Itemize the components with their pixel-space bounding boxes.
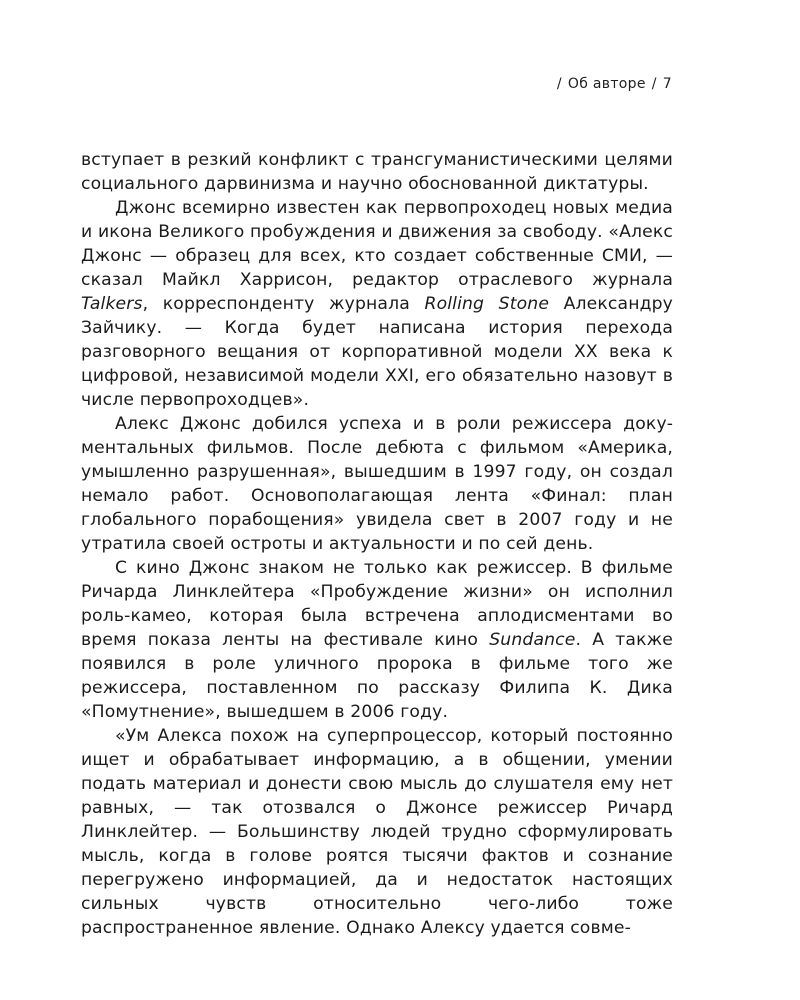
paragraph <box>81 148 673 196</box>
text-segment: С кино Джонс знаком не только как режиссер. В фильме Ричарда Линклейтера «Пробуждение жизни» он исполнил роль-камео, которая была встречена аплодисментами во время показа ленты на фестивале кино <box>81 558 673 650</box>
running-header <box>551 76 672 92</box>
text-segment: . А также появился в роле уличного пророка в фильме того же режиссера, поставленном по рассказу Филипа К. Дика «Помутнение», вышедшем в 2006 году. <box>81 630 674 722</box>
page-number: 7 <box>662 76 672 92</box>
paragraph <box>81 724 673 940</box>
text-segment: Джонс всемирно известен как первопроходец новых медиа и икона Великого пробуждения и движения за свободу. «Алекс Джонс — образец для всех, кто создает собственные СМИ, — сказал Майкл Харрисон, редактор отраслевого журнала <box>81 198 673 290</box>
paragraph <box>81 196 673 412</box>
paragraph <box>81 412 673 556</box>
text-segment: «Ум Алекса похож на суперпроцессор, который постоянно ищет и обрабатывает информацию, а в общении, умении подать материал и донести свою мысль до слушателя ему нет равных, — так отозвался о Джонсе режиссер Ричард Линклейтер. — Большинству людей трудно сформулировать мысль, когда в голове роятся тысячи фактов и сознание перегружено информацией, да и недостаток настоящих сильных чувств относительно чего-либо тоже распространенное явление. Однако Алексу удается совме- <box>81 726 673 938</box>
italic-text-segment: Talkers <box>81 294 143 314</box>
text-segment: Алекс Джонс добился успеха и в роли режиссера документальных фильмов. После дебюта с фильмом «Америка, умышленно разрушенная», вышедшим в 1997 году, он создал немало работ. Основополагающая лента «Финал: план глобального порабощения» увидела свет в 2007 году и не утратила своей остроты и актуальности и по сей день. <box>81 414 673 554</box>
text-segment: Александру Зайчику. — Когда будет написана история перехода разговорного вещания от корпоративной модели XX века к цифровой, независимой модели XXI, его обязательно назовут в числе первопроходцев». <box>81 294 673 410</box>
body-text <box>81 148 673 940</box>
text-segment: вступает в резкий конфликт с трансгуманистическими целями социального дарвинизма и научно обоснованной диктатуры. <box>81 150 673 194</box>
paragraph <box>81 556 673 724</box>
section-title: Об авторе <box>567 76 646 92</box>
text-segment: , корреспонденту журнала <box>142 294 425 314</box>
header-separator: / <box>556 76 562 92</box>
italic-text-segment: Rolling Stone <box>424 294 550 314</box>
header-separator: / <box>651 76 657 92</box>
italic-text-segment: Sundance <box>489 630 576 650</box>
